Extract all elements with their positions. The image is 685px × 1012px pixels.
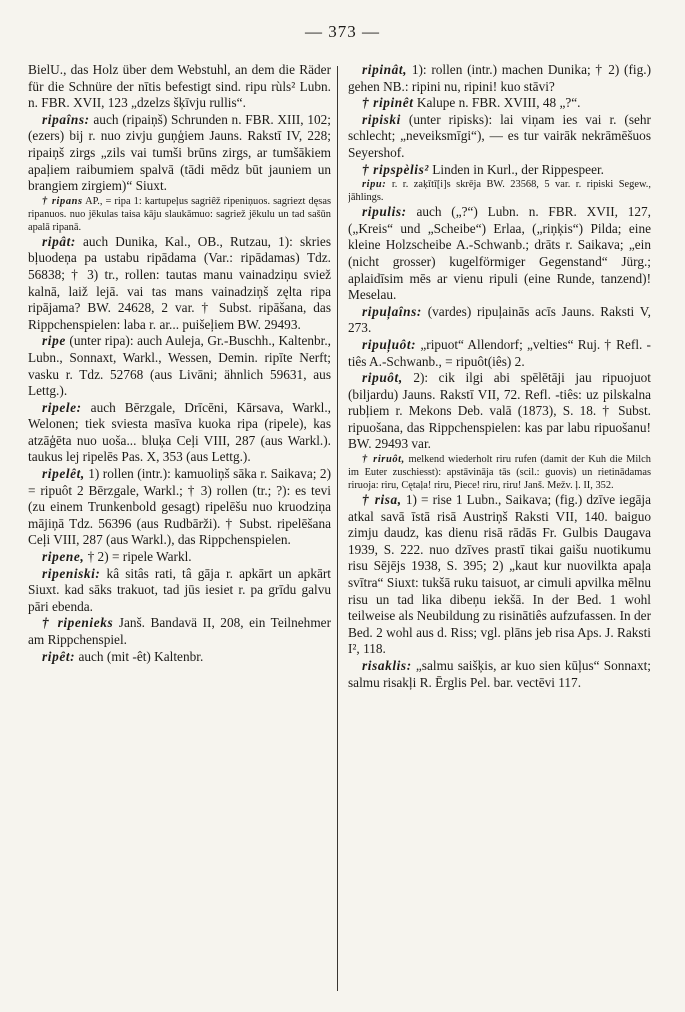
entry-headword: ripele: (42, 399, 82, 415)
entry-headword: ripelêt, (42, 466, 85, 482)
entry-headword: ripu: (362, 179, 387, 191)
dictionary-entry (28, 400, 331, 466)
entry-headword: † riruôt, (362, 454, 405, 466)
entry-text: „ripuot“ Allendorf; „velties“ Ruj. † Refl. -tiês A.-Schwanb., = ripuôt(iês) 2. (348, 336, 651, 369)
entry-text: Linden in Kurl., der Rippespeer. (428, 161, 605, 177)
entry-text: melkend wiederholt riru rufen (damit der Kuh die Milch im Euter zuschiesst): apstāvināja tās (scil.: guovis) un rietinādamas riruoja: riru, Cętaļa! riru, Piece! riru, riru! Janš. Mežv. ļ. II, 352. (348, 454, 651, 492)
entry-headword: ripuļaîns: (362, 303, 422, 319)
dictionary-entry (28, 615, 331, 648)
entry-headword: † ripspèlis² (362, 161, 429, 177)
dictionary-entry (28, 549, 331, 566)
entry-headword: ripinât, (362, 62, 408, 77)
column-divider (337, 66, 338, 991)
entry-headword: ripene, (42, 549, 85, 565)
entry-headword: ripuļuôt: (362, 336, 417, 352)
dictionary-entry (348, 492, 651, 658)
dictionary-entry (348, 204, 651, 304)
entry-headword: ripuôt, (362, 370, 403, 386)
entry-text: kâ sitâs rati, tâ gāja r. apkārt un apkārt Siuxt. kad sāks trakuot, tad jūs iesiet r. pa grīdu galvu pāri ebenda. (28, 565, 331, 614)
entry-headword: ripêt: (42, 648, 76, 664)
entry-headword: risaklis: (362, 658, 412, 673)
dictionary-entry (28, 333, 331, 399)
right-column (348, 62, 651, 997)
dictionary-entry (348, 62, 651, 95)
entry-headword: † ripans (42, 195, 83, 207)
entry-text: Kalupe n. FBR. XVIII, 48 „?“. (413, 95, 581, 111)
dictionary-entry (348, 95, 651, 112)
dictionary-entry (348, 370, 651, 453)
dictionary-entry (348, 304, 651, 337)
entry-text: BielU., das Holz über dem Webstuhl, an dem die Räder für die Schnüre der nītis befestigt sind. ripu rùls² Lubn. n. FBR. XVII, 123 „dzelzs šķīvju rullis“. (28, 62, 331, 111)
entry-text: auch (mit -êt) Kaltenbr. (75, 648, 204, 664)
entry-text: Janš. Bandavä II, 208, ein Teilnehmer am Rippchenspiel. (28, 615, 331, 647)
entry-text: 1) = rise 1 Lubn., Saikava; (fig.) dzīve iegāja atkal savā īstā risā Austriņš Raksti VII, 140. baiguo zimju daudz, kas dienu risā rādās Fr. Gulbis Daugava 1939, S. 222. nuo dzīves prastī tikai gaišu nuotikumu risu Sējējs 1938, S. 395; 2) „kaut kur nuovilkta apaļa svītra“ Siuxt: tukšā ruku taisuot, ar cimuli apvilka mēlnu risu un tad lika dibeņu iekšā. In der Bed. 1 wohl teilweise als Neubildung zu risinātiês aufzufassen. In der Bed. 2 wohl aus d. Riss; vgl. plāns jeb risa Aps. J. Raksti I², 118. (348, 492, 651, 657)
entry-text: auch (ripaiņš) Schrunden n. FBR. XIII, 102; (ezers) bij r. nuo zivju guņģiem Jauns. Rakstī IV, 228; ripaiņš zirgs „zils vai tumši brūns zirgs, ar tumšākiem apaļiem raibumiem spalvā (tādi mēdz būt jauniem un brangiem zirgiem)“ Siuxt. (28, 111, 331, 194)
entry-text: 1): rollen (intr.) machen Dunika; † 2) (fig.) gehen NB.: ripini nu, ripini! kuo stāvi? (348, 62, 651, 94)
dictionary-entry (348, 337, 651, 370)
dictionary-entry (28, 566, 331, 616)
entry-text: AP., = ripa 1: kartupeļus sagriêž ripeniņuos. sagriezt dęsas ripanuos. nuo jēkulas taisa kāju slaukāmuo: sagriež jēkulu un tad sašūn apalā ripanā. (28, 195, 331, 233)
entry-headword: ripaîns: (42, 111, 90, 127)
entry-text: auch Bērzgale, Drīcēni, Kārsava, Warkl., Welonen; tiek sviesta masīva kuoka ripa (ripele), kas atzāģēta nuo uoša... bluķa Ceļi VIII, 287 (aus Warkl.). taukus lej ripelēs Pas. X, 353 (aus Lettg.). (28, 399, 331, 465)
entry-text: r. r. zaķītī[i]s skrēja BW. 23568, 5 var. r. ripiski Segew., jāhlings. (348, 179, 651, 204)
dictionary-entry (28, 649, 331, 666)
entry-text: auch Dunika, Kal., OB., Rutzau, 1): skries bļuodeņa pa ustabu ripādama (Var.: ripādamas) Tdz. 56838; † 3) tr., rollen: tautas manu vainadziņu sviež kalnā, laiž lejā. vai tas mans vainadziņš zęlta ripa ripājama? BW. 24628, 2 var. † Subst. ripāšana, das Rippchenspielen: laba r. ar... puišeļiem BW. 29493. (28, 233, 331, 332)
dictionary-entry (348, 658, 651, 691)
entry-text: (unter ripisks): lai viņam ies vai r. (sehr schlecht; „neveiksmīgi“), — es tur vairāk nekrāmēšuos Seyershof. (348, 111, 651, 160)
entry-headword: ripulis: (362, 204, 407, 220)
dictionary-entry (28, 234, 331, 334)
dictionary-entry (348, 453, 651, 492)
entry-text: (vardes) ripuļainās acīs Jauns. Raksti V, 273. (348, 303, 651, 336)
dictionary-entry (28, 466, 331, 549)
entry-text: auch („?“) Lubn. n. FBR. XVII, 127, („Kreis“ und „Scheibe“) Erlaa, („riņķis“) Pilda; eine kleine Holzscheibe A.-Schwanb.; drāts r. Saikava; „ein (nicht grosser) kugelförmiger Gegenstand“ Jürg.; aplaidīsim mēs ar vienu ripuli (eine Runde, tanzend)! Meselau. (348, 204, 651, 303)
entry-text: (unter ripa): auch Auleja, Gr.-Buschh., Kaltenbr., Lubn., Sonnaxt, Warkl., Wessen, Demin. ripīte Nerft; vasku r. Tdz. 52768 (aus Livāni; ähnlich 59631, aus Lettg.). (28, 333, 331, 399)
dictionary-entry (348, 162, 651, 179)
entry-headword: ripiski (362, 111, 401, 127)
entry-headword: † ripenieks (42, 615, 114, 631)
page-number: — 373 — (305, 22, 380, 41)
entry-headword: ripât: (42, 233, 76, 249)
entry-text: 1) rollen (intr.): kamuoliņš sāka r. Saikava; 2) = ripuôt 2 Bērzgale, Warkl.; † 3) rollen (tr.; ?): es tevi (zu einem Trunkenbold gesagt) ripelēšu nuo kruodziņa mājiņā Tdz. 56396 (aus Rudbārži). † Subst. ripelēšana Ceļi VIII, 287 (aus Warkl.), das Rippchenspielen. (28, 466, 331, 548)
entry-text: † 2) = ripele Warkl. (84, 549, 192, 565)
entry-headword: ripeniski: (42, 565, 101, 581)
left-column (28, 62, 331, 997)
dictionary-entry (28, 112, 331, 195)
entry-headword: † risa, (362, 492, 402, 508)
entry-text: „salmu saišķis, ar kuo sien kūļus“ Sonnaxt; salmu risakļi R. Ērglis Pel. bar. vectēvi 117. (348, 658, 651, 690)
dictionary-entry (28, 195, 331, 234)
entry-headword: † ripinêt (362, 95, 414, 111)
dictionary-entry (28, 62, 331, 112)
dictionary-entry (348, 112, 651, 162)
dictionary-entry (348, 178, 651, 204)
entry-text: 2): cik ilgi abi spēlētāji jau ripuojuot (biljardu) Jauns. Rakstī VII, 72. Refl. -tiês: uz pilskalna rubļiem r. Mekons Deb. valā (1873), S. 18. † Subst. ripuošana, das Rippchenspielen: kas par labu ripuošanu! BW. 29493 var. (348, 370, 651, 452)
entry-headword: ripe (42, 333, 66, 349)
